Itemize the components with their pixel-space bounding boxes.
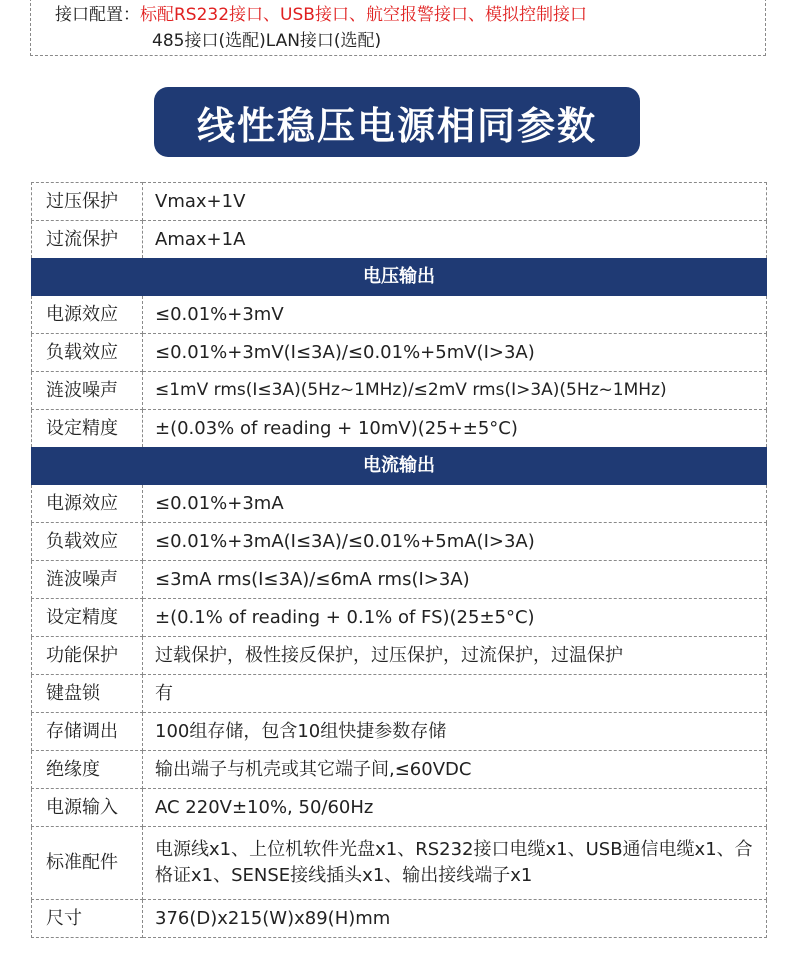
row-value: ±(0.1% of reading + 0.1% of FS)(25±5°C) — [143, 599, 767, 637]
section-header-current — [32, 448, 767, 485]
interface-config-line1 — [55, 0, 587, 25]
row-value: ≤3mA rms(I≤3A)/≤6mA rms(I>3A) — [143, 561, 767, 599]
row-key: 键盘锁 — [32, 675, 143, 713]
row-key: 尺寸 — [32, 900, 143, 938]
table-row — [32, 183, 767, 221]
section-title: 电压输出 — [32, 259, 767, 296]
row-key: 涟波噪声 — [32, 372, 143, 410]
row-key: 标准配件 — [32, 827, 143, 900]
row-key: 电源效应 — [32, 485, 143, 523]
row-key: 负载效应 — [32, 523, 143, 561]
table-row — [32, 789, 767, 827]
table-row — [32, 372, 767, 410]
row-value: Amax+1A — [143, 221, 767, 259]
row-value: 过载保护，极性接反保护，过压保护，过流保护，过温保护 — [143, 637, 767, 675]
row-key: 电源效应 — [32, 296, 143, 334]
table-row — [32, 751, 767, 789]
row-key: 功能保护 — [32, 637, 143, 675]
interface-config-label: 接口配置： — [55, 5, 140, 25]
table-row — [32, 713, 767, 751]
row-key: 存储调出 — [32, 713, 143, 751]
row-key: 过流保护 — [32, 221, 143, 259]
interface-config-box — [30, 0, 766, 56]
row-key: 涟波噪声 — [32, 561, 143, 599]
interface-config-standard: 标配RS232接口、USB接口、航空报警接口、模拟控制接口 — [140, 5, 587, 25]
table-row — [32, 523, 767, 561]
table-row — [32, 296, 767, 334]
row-value: 376(D)x215(W)x89(H)mm — [143, 900, 767, 938]
row-value: AC 220V±10%, 50/60Hz — [143, 789, 767, 827]
section-header-voltage — [32, 259, 767, 296]
row-key: 设定精度 — [32, 410, 143, 448]
row-value: 100组存储，包含10组快捷参数存储 — [143, 713, 767, 751]
section-banner-title: 线性稳压电源相同参数 — [154, 87, 640, 157]
row-key: 电源输入 — [32, 789, 143, 827]
table-row — [32, 900, 767, 938]
row-value: 电源线x1、上位机软件光盘x1、RS232接口电缆x1、USB通信电缆x1、合格证x1、SENSE接线插头x1、输出接线端子x1 — [143, 827, 767, 900]
row-value: 有 — [143, 675, 767, 713]
table-row — [32, 827, 767, 900]
table-row — [32, 221, 767, 259]
table-row — [32, 637, 767, 675]
table-row — [32, 561, 767, 599]
row-value: ≤0.01%+3mV — [143, 296, 767, 334]
table-row — [32, 334, 767, 372]
table-row — [32, 485, 767, 523]
interface-config-optional: 485接口(选配)LAN接口(选配) — [152, 31, 382, 51]
row-key: 绝缘度 — [32, 751, 143, 789]
row-value: ≤0.01%+3mA — [143, 485, 767, 523]
row-key: 设定精度 — [32, 599, 143, 637]
spec-table — [31, 182, 767, 938]
row-value: ≤1mV rms(I≤3A)(5Hz~1MHz)/≤2mV rms(I>3A)(5Hz~1MHz) — [143, 372, 767, 410]
row-value: ≤0.01%+3mV(I≤3A)/≤0.01%+5mV(I>3A) — [143, 334, 767, 372]
row-key: 过压保护 — [32, 183, 143, 221]
table-row — [32, 599, 767, 637]
row-value: ±(0.03% of reading + 10mV)(25+±5°C) — [143, 410, 767, 448]
table-row — [32, 410, 767, 448]
table-row — [32, 675, 767, 713]
row-value: 输出端子与机壳或其它端子间,≤60VDC — [143, 751, 767, 789]
row-key: 负载效应 — [32, 334, 143, 372]
row-value: Vmax+1V — [143, 183, 767, 221]
section-title: 电流输出 — [32, 448, 767, 485]
row-value: ≤0.01%+3mA(I≤3A)/≤0.01%+5mA(I>3A) — [143, 523, 767, 561]
